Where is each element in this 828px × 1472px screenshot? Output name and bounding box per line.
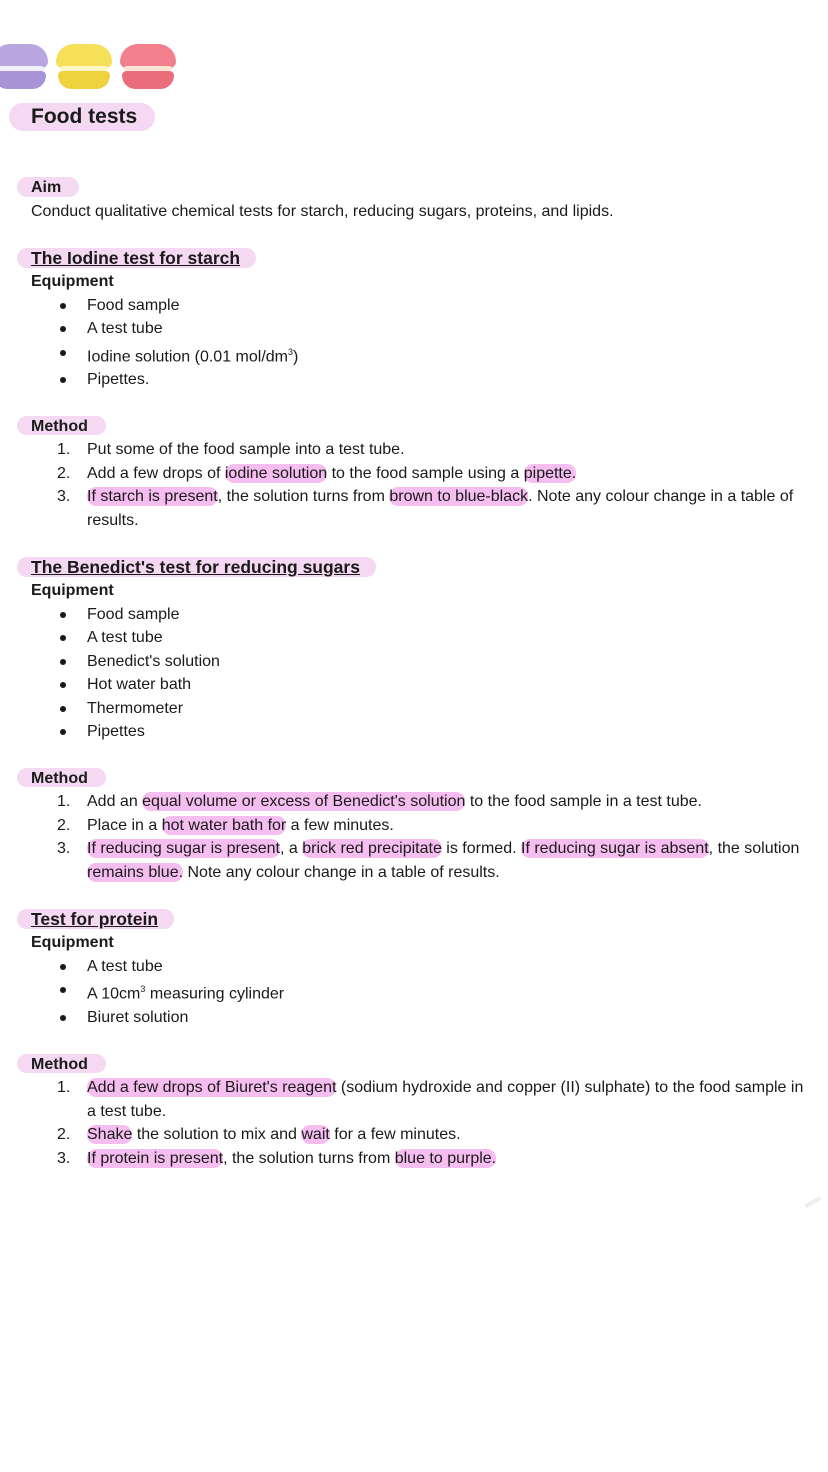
method-list [31,1076,811,1170]
text-segment: the solution to mix and [132,1126,302,1144]
equipment-heading-row [31,931,811,955]
equipment-heading-row [31,270,811,294]
text-segment: 3 [140,984,146,995]
method-heading: Method [31,1053,88,1077]
section-heading: The Iodine test for starch [31,248,241,268]
equipment-list [31,603,811,744]
section-heading-row [31,555,811,579]
method-step [31,485,811,532]
text-segment: to the food sample in a test tube. [465,793,702,811]
method-step [31,814,811,838]
purple-macaron-icon [0,44,48,90]
section-heading-row [31,246,811,270]
highlighted-text: Shake [87,1126,133,1144]
step-number: 1. [57,793,71,811]
text-segment: ) [293,347,299,365]
text-segment: Hot water bath [87,676,192,694]
step-number: 3. [57,488,71,506]
equipment-heading-row [31,579,811,603]
test-section [31,555,811,884]
equipment-item [31,368,811,392]
highlighted-text: If starch is present [87,488,218,506]
equipment-item [31,317,811,341]
test-section [31,907,811,1170]
equipment-heading: Equipment [31,582,114,600]
text-segment: Food sample [87,605,180,623]
text-segment: is formed. [441,840,521,858]
method-heading: Method [31,415,88,439]
text-segment: , a [280,840,303,858]
page-title: Food tests [31,103,137,131]
highlighted-text: brick red precipitate [302,840,442,858]
method-heading-row [31,1053,811,1077]
step-number: 1. [57,441,71,459]
macaron-decoration [0,44,176,90]
text-segment: Place in a [87,816,162,834]
text-segment: (sodium hydroxide and copper (II) sulphate) to the food sample in a test tube. [87,1079,804,1120]
text-segment: to the food sample using a [327,464,524,482]
equipment-item [31,341,811,369]
yellow-macaron-icon [56,44,112,90]
equipment-item [31,697,811,721]
equipment-heading: Equipment [31,934,114,952]
highlighted-text: blue to purple. [394,1149,497,1167]
method-step [31,1123,811,1147]
test-section [31,246,811,532]
method-list [31,438,811,532]
highlighted-text: equal volume or excess of Benedict's solution [142,793,466,811]
text-segment: A 10cm [87,985,141,1003]
text-segment: Pipettes [87,723,145,741]
text-segment: Add a few drops of [87,464,225,482]
text-segment: Note any colour change in a table of results. [183,863,500,881]
document-body [31,103,811,1193]
text-segment: , the solution turns from [217,488,390,506]
text-segment: A test tube [87,629,163,647]
step-number: 3. [57,1149,71,1167]
highlighted-text: Add a few drops of Biuret's reagent [87,1079,337,1097]
section-heading: The Benedict's test for reducing sugars [31,557,360,578]
text-segment: a few minutes. [286,816,394,834]
method-step [31,1147,811,1171]
equipment-item [31,673,811,697]
method-heading: Method [31,767,88,791]
text-segment: Iodine solution (0.01 mol/dm [87,347,288,365]
method-heading-row [31,767,811,791]
method-step [31,462,811,486]
highlighted-text: If reducing sugar is absent [521,840,709,858]
text-segment: Thermometer [87,699,184,717]
text-segment: Pipettes. [87,371,150,389]
text-segment: Benedict's solution [87,652,220,670]
text-segment: , the solution turns from [223,1149,395,1167]
equipment-list [31,955,811,1030]
highlighted-text: wait [301,1126,330,1144]
text-segment: . Note any colour change in a table of results. [87,488,794,529]
highlighted-text: pipette. [523,464,577,482]
highlighted-text: remains blue. [87,863,184,881]
equipment-item [31,650,811,674]
text-segment: Food sample [87,296,180,314]
highlighted-text: iodine solution [224,464,328,482]
section-heading-row [31,907,811,931]
method-heading-row [31,415,811,439]
equipment-item [31,955,811,979]
section-heading: Test for protein [31,909,159,930]
text-segment: Put some of the food sample into a test tube. [87,441,405,459]
text-segment: measuring cylinder [145,985,285,1003]
equipment-list [31,294,811,392]
step-number: 2. [57,1126,71,1144]
step-number: 2. [57,816,71,834]
step-number: 3. [57,840,71,858]
text-segment: Add an [87,793,143,811]
text-segment: 3 [288,346,294,357]
equipment-item [31,603,811,627]
highlighted-text: If reducing sugar is present [87,840,280,858]
equipment-heading: Equipment [31,273,114,290]
text-segment: Biuret solution [87,1009,189,1027]
aim-text: Conduct qualitative chemical tests for starch, reducing sugars, proteins, and lipids. [31,202,614,220]
highlighted-text: brown to blue-black [389,488,529,506]
method-list [31,790,811,884]
method-step [31,1076,811,1123]
text-segment: , the solution [708,840,800,858]
equipment-item [31,294,811,318]
pen-mark [804,1196,822,1208]
text-segment: A test tube [87,957,163,975]
step-number: 1. [57,1079,71,1097]
step-number: 2. [57,464,71,482]
aim-heading: Aim [31,176,61,200]
text-segment: for a few minutes. [329,1126,461,1144]
pink-macaron-icon [120,44,176,90]
highlighted-text: hot water bath for [161,816,287,834]
equipment-item [31,1006,811,1030]
equipment-item [31,626,811,650]
equipment-item [31,978,811,1006]
equipment-item [31,720,811,744]
method-step [31,837,811,884]
method-step [31,438,811,462]
highlighted-text: If protein is present [87,1149,224,1167]
method-step [31,790,811,814]
text-segment: A test tube [87,320,163,337]
